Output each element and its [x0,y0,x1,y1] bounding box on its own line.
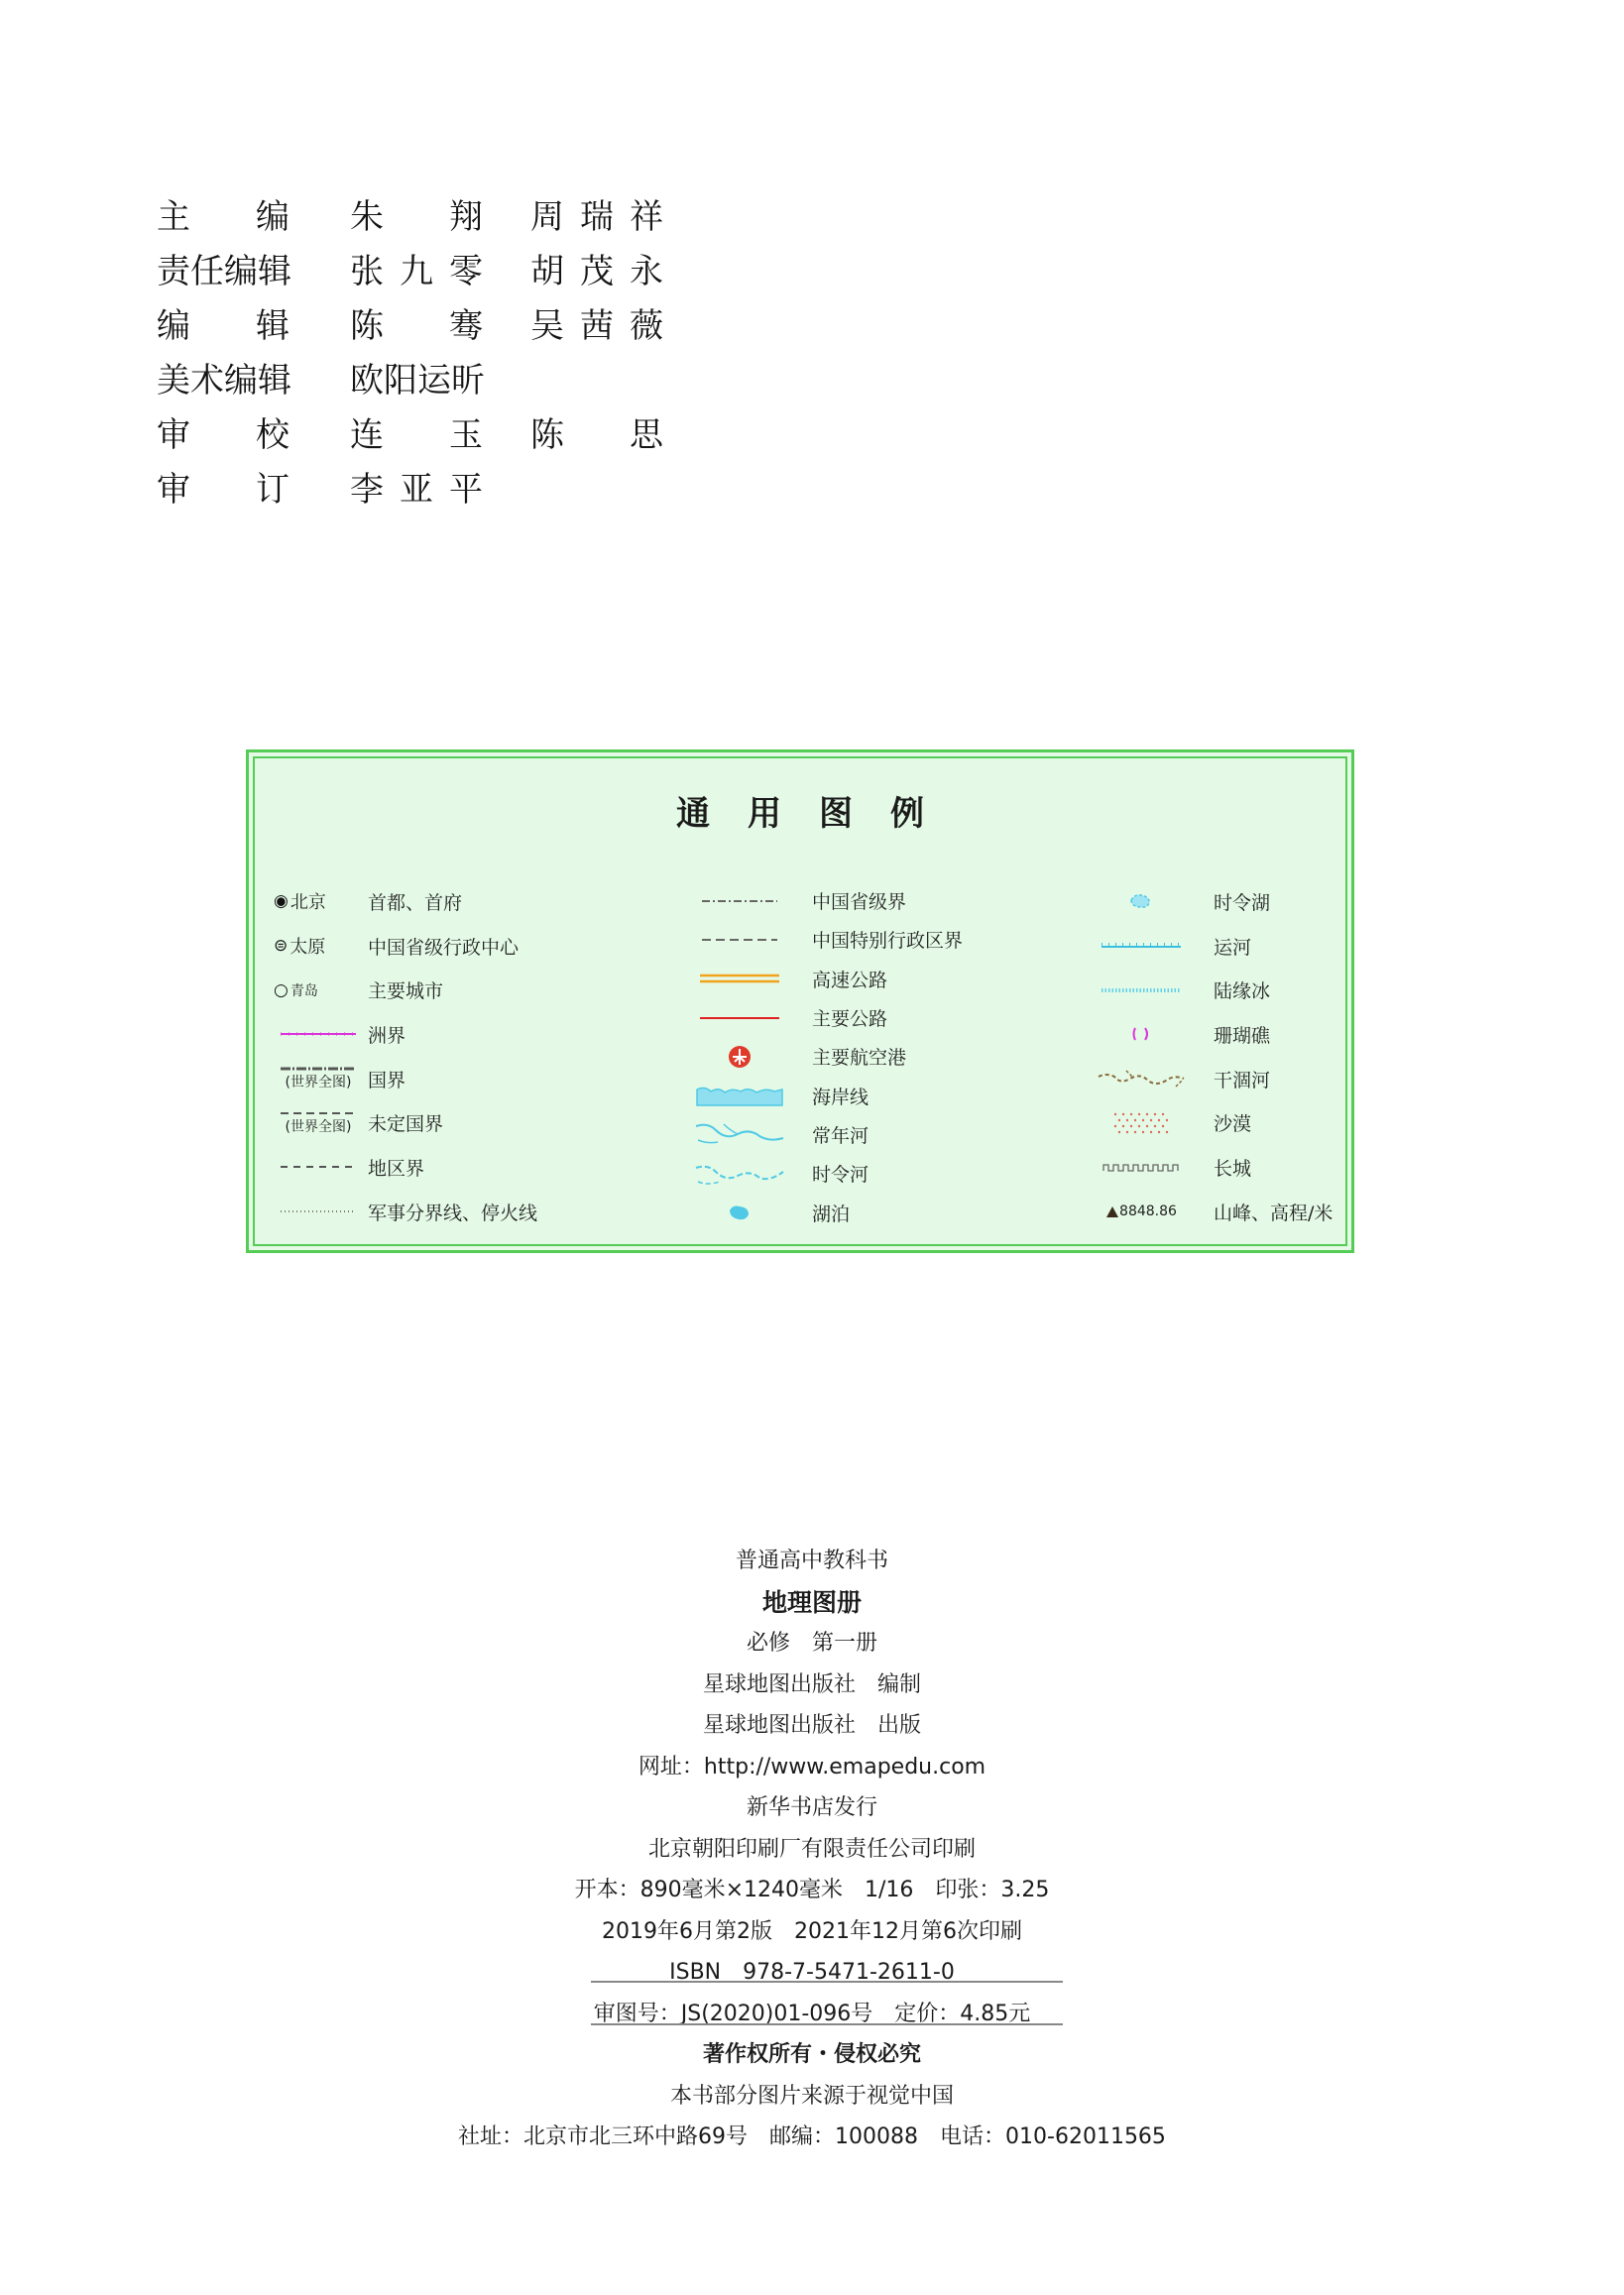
sar-boundary-icon [685,925,794,955]
legend-item-national-boundary: (世界全图) 国界 [274,1057,537,1101]
legend-item-undetermined-boundary: (世界全图) 未定国界 [274,1100,537,1145]
legend-item-coral-reef: 珊瑚礁 [1087,1012,1333,1057]
compiler: 星球地图出版社 编制 [702,1671,921,1697]
continent-boundary-icon [274,1019,363,1049]
desert-icon [1087,1108,1196,1138]
provincial-center-marker-icon: ⊜ 太原 [274,936,326,959]
national-boundary-icon: (世界全图) [285,1075,352,1091]
series-name: 普通高中教科书 [735,1549,888,1573]
legend-item-lake: 湖泊 [685,1193,963,1231]
credit-row-reviewer [157,459,663,514]
city-marker-icon: ○ 青岛 [274,979,318,1000]
coastline-icon [685,1081,794,1110]
peak-icon: 8848.86 [1087,1197,1196,1226]
credit-role: 编 辑 [157,306,290,346]
military-demarcation-icon [274,1197,363,1226]
legend-title: 通 用 图 例 [676,794,924,834]
seasonal-lake-icon [1087,886,1196,916]
legend-item-capital: ◉ 北京 首都、首府 [274,879,537,924]
credit-role: 美术编辑 [157,361,291,401]
main-road-icon [685,1003,794,1033]
credit-role: 主 编 [157,197,290,237]
legend-item-expressway: 高速公路 [685,960,963,998]
dry-river-icon [1087,1064,1196,1093]
credit-name: 陈 骞 [350,306,483,346]
image-credit: 本书部分图片来源于视觉中国 [669,2083,954,2109]
website: 网址：http://www.emapedu.com [638,1754,986,1779]
legend-item-shelf-ice: 陆缘冰 [1087,968,1333,1012]
legend-column-1 [274,879,537,1234]
credit-name: 李 亚 平 [350,470,483,510]
canal-icon [1087,931,1196,961]
credit-role: 审 校 [157,415,290,455]
credit-name: 欧阳运昕 [350,361,485,401]
legend-item-main-road: 主要公路 [685,998,963,1037]
credit-name: 周 瑞 祥 [530,197,663,237]
region-boundary-icon [274,1152,363,1182]
legend-item-continent-boundary: 洲界 [274,1012,537,1057]
legend-item-perennial-river: 常年河 [685,1115,963,1154]
distributor: 新华书店发行 [746,1795,877,1820]
legend-item-peak: 8848.86 山峰、高程/米 [1087,1190,1333,1234]
credit-name: 陈 思 [530,415,663,455]
credit-role: 责任编辑 [157,252,291,291]
credit-name: 朱 翔 [350,197,483,237]
legend-item-airport: 主要航空港 [685,1037,963,1076]
legend-column-3 [1087,879,1333,1234]
capital-marker-icon: ◉ 北京 [274,891,326,914]
credit-name: 张 九 零 [350,252,483,291]
provincial-boundary-icon [685,886,794,916]
legend-item-sar-boundary: 中国特别行政区界 [685,920,963,959]
format-info: 开本：890毫米×1240毫米 1/16 印张：3.25 [574,1878,1050,1902]
credit-role: 审 订 [157,470,290,510]
divider-line [591,2023,1063,2025]
credit-row-art-editor [157,350,663,404]
legend-item-dry-river: 干涸河 [1087,1057,1333,1101]
legend-item-city: ○ 青岛 主要城市 [274,968,537,1012]
book-title: 地理图册 [761,1587,862,1617]
great-wall-icon [1087,1152,1196,1182]
publisher: 星球地图出版社 出版 [702,1713,921,1738]
approval-and-price: 审图号：JS(2020)01-096号 定价：4.85元 [593,2001,1031,2026]
credit-name: 连 玉 [350,415,483,455]
legend-item-great-wall: 长城 [1087,1145,1333,1190]
general-legend-box [246,749,1354,1253]
isbn: ISBN 978-7-5471-2611-0 [669,1960,955,1985]
legend-column-2 [685,881,963,1232]
lake-icon [685,1198,794,1227]
legend-item-canal: 运河 [1087,924,1333,969]
legend-item-seasonal-lake: 时令湖 [1087,879,1333,924]
divider-line [591,1981,1063,1983]
coral-reef-icon [1087,1019,1196,1049]
perennial-river-icon [685,1119,794,1149]
credit-name: 吴 茜 薇 [530,306,663,346]
airport-icon [685,1042,794,1072]
credit-row-editor-in-chief [157,186,663,241]
credit-name: 胡 茂 永 [530,252,663,291]
legend-item-military-line: 军事分界线、停火线 [274,1190,537,1234]
undetermined-boundary-icon: (世界全图) [285,1118,352,1135]
publisher-address: 社址：北京市北三环中路69号 邮编：100088 电话：010-62011565 [458,2124,1166,2149]
shelf-ice-icon [1087,975,1196,1005]
legend-item-provincial-center: ⊜ 太原 中国省级行政中心 [274,924,537,969]
copyright-notice: 著作权所有・侵权必究 [702,2042,921,2067]
printer: 北京朝阳印刷厂有限责任公司印刷 [647,1836,976,1862]
credit-row-proofreader [157,404,663,459]
credit-row-responsible-editor [157,241,663,295]
volume: 必修 第一册 [746,1631,877,1656]
expressway-icon [685,964,794,993]
credits-block [157,186,663,514]
edition-info: 2019年6月第2版 2021年12月第6次印刷 [602,1918,1022,1944]
legend-item-desert: 沙漠 [1087,1100,1333,1145]
legend-item-seasonal-river: 时令河 [685,1154,963,1193]
seasonal-river-icon [685,1159,794,1189]
legend-item-provincial-boundary: 中国省级界 [685,881,963,920]
credit-row-editor [157,295,663,350]
colophon [0,1541,1624,2158]
legend-item-coastline: 海岸线 [685,1076,963,1114]
legend-item-region-boundary: 地区界 [274,1145,537,1190]
